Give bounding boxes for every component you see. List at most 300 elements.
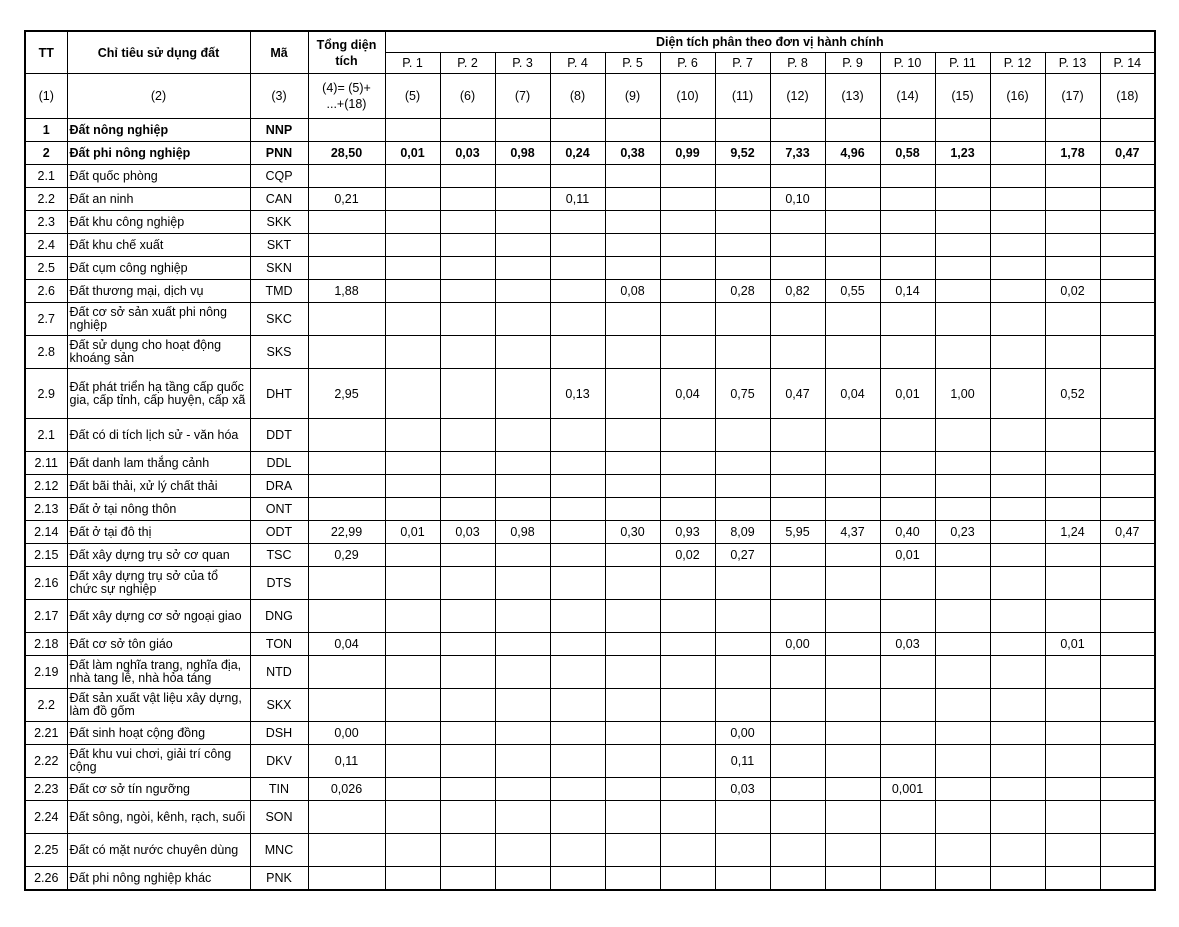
row-ward-value (385, 544, 440, 567)
row-ward-value (385, 303, 440, 336)
row-name: Đất xây dựng cơ sở ngoại giao (67, 600, 250, 633)
row-ward-value (935, 119, 990, 142)
row-total (308, 452, 385, 475)
row-ward-value (495, 234, 550, 257)
index-c3: (3) (250, 74, 308, 119)
row-name: Đất khu vui chơi, giải trí công cộng (67, 745, 250, 778)
row-ward-value (880, 419, 935, 452)
row-ward-value (385, 211, 440, 234)
row-ward-value (605, 567, 660, 600)
row-ma: DSH (250, 722, 308, 745)
row-ward-value (825, 165, 880, 188)
row-total (308, 656, 385, 689)
row-ward-value: 0,58 (880, 142, 935, 165)
table-row (25, 722, 1155, 745)
row-ward-value (550, 834, 605, 867)
row-ward-value (385, 257, 440, 280)
row-ward-value (440, 257, 495, 280)
row-ward-value (770, 656, 825, 689)
row-name: Đất cơ sở tín ngưỡng (67, 778, 250, 801)
row-ward-value (1100, 722, 1155, 745)
header-tt: TT (25, 31, 67, 74)
index-c1: (1) (25, 74, 67, 119)
row-ward-value (385, 165, 440, 188)
row-tt: 2.16 (25, 567, 67, 600)
row-ward-value (1100, 544, 1155, 567)
row-total: 1,88 (308, 280, 385, 303)
row-ward-value (715, 475, 770, 498)
row-ward-value (770, 119, 825, 142)
row-ward-value: 0,47 (1100, 142, 1155, 165)
row-name: Đất an ninh (67, 188, 250, 211)
row-ward-value (1045, 188, 1100, 211)
row-ward-value (550, 419, 605, 452)
row-ward-value: 0,24 (550, 142, 605, 165)
index-ward: (16) (990, 74, 1045, 119)
row-ward-value (825, 656, 880, 689)
row-ward-value: 0,99 (660, 142, 715, 165)
table-row (25, 419, 1155, 452)
row-ward-value (440, 165, 495, 188)
row-ward-value (1045, 211, 1100, 234)
row-ward-value (440, 303, 495, 336)
table-row (25, 165, 1155, 188)
row-ward-value: 1,24 (1045, 521, 1100, 544)
index-ward: (15) (935, 74, 990, 119)
row-ward-value (1045, 165, 1100, 188)
row-ward-value (495, 867, 550, 891)
row-tt: 2.6 (25, 280, 67, 303)
table-row (25, 452, 1155, 475)
row-ward-value: 0,75 (715, 369, 770, 419)
row-ward-value (660, 188, 715, 211)
row-ward-value (1100, 234, 1155, 257)
row-ward-value (715, 119, 770, 142)
row-ward-value (990, 369, 1045, 419)
row-name: Đất khu công nghiệp (67, 211, 250, 234)
row-ward-value: 9,52 (715, 142, 770, 165)
row-ward-value (440, 498, 495, 521)
row-ward-value (605, 369, 660, 419)
row-ward-value (1100, 689, 1155, 722)
row-ward-value (495, 336, 550, 369)
row-ward-value (935, 600, 990, 633)
row-ward-value (990, 119, 1045, 142)
row-ward-value (990, 834, 1045, 867)
row-name: Đất khu chế xuất (67, 234, 250, 257)
row-ward-value (385, 119, 440, 142)
row-ward-value (825, 257, 880, 280)
row-tt: 2.8 (25, 336, 67, 369)
row-ward-value (660, 475, 715, 498)
row-ward-value (550, 722, 605, 745)
header-tong-line2: tích (335, 53, 358, 68)
row-ward-value (495, 745, 550, 778)
row-ward-value (1100, 834, 1155, 867)
row-ward-value (385, 801, 440, 834)
table-body (25, 119, 1155, 891)
row-tt: 2.22 (25, 745, 67, 778)
index-ward: (17) (1045, 74, 1100, 119)
header-ward: P. 12 (990, 53, 1045, 74)
row-ward-value (660, 656, 715, 689)
row-ma: DDL (250, 452, 308, 475)
row-ward-value (770, 498, 825, 521)
row-tt: 2.2 (25, 689, 67, 722)
row-tt: 2.2 (25, 188, 67, 211)
row-ward-value (1045, 722, 1100, 745)
row-ward-value (880, 211, 935, 234)
row-ward-value (440, 801, 495, 834)
row-ward-value (825, 234, 880, 257)
row-ward-value (825, 834, 880, 867)
index-ward: (18) (1100, 74, 1155, 119)
row-tt: 1 (25, 119, 67, 142)
row-ward-value (935, 257, 990, 280)
row-ward-value (550, 119, 605, 142)
row-ward-value (880, 867, 935, 891)
row-ward-value (605, 801, 660, 834)
row-ward-value (825, 867, 880, 891)
row-ward-value (550, 521, 605, 544)
row-name: Đất xây dựng trụ sở của tổ chức sự nghiệp (67, 567, 250, 600)
row-ward-value (1100, 801, 1155, 834)
row-ma: SKC (250, 303, 308, 336)
row-ward-value: 4,96 (825, 142, 880, 165)
row-ward-value (770, 544, 825, 567)
row-ward-value: 0,01 (385, 521, 440, 544)
row-ward-value (1045, 567, 1100, 600)
row-total (308, 475, 385, 498)
row-ward-value (1100, 165, 1155, 188)
row-ward-value (770, 303, 825, 336)
row-total: 0,11 (308, 745, 385, 778)
row-ward-value (495, 834, 550, 867)
row-ward-value (385, 498, 440, 521)
row-ward-value (495, 211, 550, 234)
row-ward-value (1100, 280, 1155, 303)
row-ward-value (880, 257, 935, 280)
row-name: Đất phi nông nghiệp khác (67, 867, 250, 891)
row-ward-value (770, 834, 825, 867)
row-ward-value: 0,04 (660, 369, 715, 419)
row-ward-value (495, 498, 550, 521)
row-ward-value (715, 165, 770, 188)
row-ward-value (385, 188, 440, 211)
row-ward-value (990, 234, 1045, 257)
row-ward-value: 0,11 (715, 745, 770, 778)
row-ward-value (715, 452, 770, 475)
row-name: Đất cơ sở sản xuất phi nông nghiệp (67, 303, 250, 336)
row-ward-value (880, 567, 935, 600)
row-ward-value (660, 336, 715, 369)
row-ward-value (660, 119, 715, 142)
row-ward-value (1100, 567, 1155, 600)
row-ward-value (990, 689, 1045, 722)
header-row-index (25, 74, 1155, 119)
row-ward-value (550, 656, 605, 689)
row-tt: 2.25 (25, 834, 67, 867)
row-ma: DKV (250, 745, 308, 778)
row-ward-value (715, 498, 770, 521)
row-total (308, 689, 385, 722)
row-ward-value: 0,52 (1045, 369, 1100, 419)
row-ward-value (660, 722, 715, 745)
row-tt: 2.1 (25, 419, 67, 452)
row-ward-value (605, 419, 660, 452)
row-ward-value: 7,33 (770, 142, 825, 165)
row-ward-value (880, 801, 935, 834)
row-ward-value (1045, 801, 1100, 834)
row-name: Đất cụm công nghiệp (67, 257, 250, 280)
row-ma: ODT (250, 521, 308, 544)
row-ward-value (770, 234, 825, 257)
row-total (308, 600, 385, 633)
header-tong-dien-tich (308, 31, 385, 74)
row-ward-value (1100, 867, 1155, 891)
row-ward-value (660, 211, 715, 234)
row-ward-value (935, 475, 990, 498)
row-ward-value (660, 452, 715, 475)
row-ward-value (715, 801, 770, 834)
row-ma: SKS (250, 336, 308, 369)
table-row (25, 778, 1155, 801)
row-ma: MNC (250, 834, 308, 867)
row-ward-value (1100, 188, 1155, 211)
row-ward-value (550, 234, 605, 257)
row-ward-value (935, 188, 990, 211)
header-tong-line1: Tổng diện (316, 37, 377, 52)
row-ward-value: 0,27 (715, 544, 770, 567)
table-row (25, 567, 1155, 600)
row-ward-value (935, 778, 990, 801)
row-ward-value (1045, 745, 1100, 778)
row-ward-value: 0,47 (770, 369, 825, 419)
row-ward-value: 0,00 (770, 633, 825, 656)
table-row (25, 745, 1155, 778)
row-ward-value (495, 600, 550, 633)
row-ward-value (770, 778, 825, 801)
row-ward-value (990, 745, 1045, 778)
row-ward-value (1100, 211, 1155, 234)
row-ward-value: 0,98 (495, 521, 550, 544)
index-ward: (13) (825, 74, 880, 119)
row-ward-value (550, 633, 605, 656)
row-ward-value (1045, 336, 1100, 369)
row-tt: 2 (25, 142, 67, 165)
row-ward-value (825, 475, 880, 498)
row-ward-value (440, 745, 495, 778)
row-ward-value (935, 452, 990, 475)
row-ward-value (770, 600, 825, 633)
row-ward-value (495, 801, 550, 834)
row-name: Đất sử dụng cho hoạt động khoáng sản (67, 336, 250, 369)
row-ward-value (880, 498, 935, 521)
row-ward-value (825, 498, 880, 521)
row-ma: SKT (250, 234, 308, 257)
row-ward-value (770, 257, 825, 280)
row-ward-value (385, 722, 440, 745)
row-ward-value (550, 211, 605, 234)
row-ward-value (550, 165, 605, 188)
table-row (25, 689, 1155, 722)
row-ward-value (935, 303, 990, 336)
header-ward: P. 9 (825, 53, 880, 74)
row-ward-value (1100, 498, 1155, 521)
table-row (25, 544, 1155, 567)
table-row (25, 521, 1155, 544)
header-ward: P. 14 (1100, 53, 1155, 74)
row-ward-value: 0,03 (880, 633, 935, 656)
table-row (25, 475, 1155, 498)
row-ward-value (660, 778, 715, 801)
row-ward-value (385, 336, 440, 369)
row-ward-value (770, 722, 825, 745)
row-ward-value (825, 778, 880, 801)
row-ward-value (495, 656, 550, 689)
row-ward-value (495, 280, 550, 303)
row-ward-value (880, 303, 935, 336)
header-group: Diện tích phân theo đơn vị hành chính (385, 31, 1155, 53)
row-ward-value: 4,37 (825, 521, 880, 544)
row-total (308, 801, 385, 834)
row-ward-value (660, 234, 715, 257)
row-ward-value (715, 234, 770, 257)
row-ward-value (1045, 867, 1100, 891)
row-ward-value (990, 280, 1045, 303)
row-ward-value: 0,98 (495, 142, 550, 165)
row-tt: 2.12 (25, 475, 67, 498)
row-ward-value (660, 165, 715, 188)
row-tt: 2.13 (25, 498, 67, 521)
row-ward-value (880, 165, 935, 188)
row-ward-value (935, 165, 990, 188)
table-row (25, 188, 1155, 211)
row-ward-value: 0,03 (440, 142, 495, 165)
row-ward-value (385, 475, 440, 498)
row-ward-value (935, 544, 990, 567)
row-ward-value (825, 544, 880, 567)
row-ward-value (1045, 834, 1100, 867)
row-ward-value (605, 834, 660, 867)
row-ward-value (660, 834, 715, 867)
row-ward-value (935, 498, 990, 521)
row-ward-value: 0,04 (825, 369, 880, 419)
row-ward-value (715, 656, 770, 689)
row-ward-value (385, 834, 440, 867)
row-tt: 2.1 (25, 165, 67, 188)
row-ward-value (495, 188, 550, 211)
row-ward-value (495, 257, 550, 280)
row-ward-value (715, 600, 770, 633)
row-total (308, 567, 385, 600)
row-ward-value (715, 834, 770, 867)
index-ward: (11) (715, 74, 770, 119)
index-c4-line1: (4)= (5)+ (322, 81, 371, 95)
row-ward-value (550, 745, 605, 778)
row-ward-value: 0,02 (1045, 280, 1100, 303)
row-ward-value (990, 801, 1045, 834)
row-ward-value (660, 600, 715, 633)
row-ward-value: 0,03 (715, 778, 770, 801)
row-name: Đất sông, ngòi, kênh, rạch, suối (67, 801, 250, 834)
row-ward-value: 8,09 (715, 521, 770, 544)
row-ward-value (495, 119, 550, 142)
row-ward-value (495, 689, 550, 722)
row-ward-value (1045, 119, 1100, 142)
row-tt: 2.5 (25, 257, 67, 280)
row-ward-value (825, 689, 880, 722)
table-row (25, 656, 1155, 689)
row-ward-value (990, 211, 1045, 234)
row-ward-value: 0,02 (660, 544, 715, 567)
row-ward-value: 0,08 (605, 280, 660, 303)
row-ward-value (770, 689, 825, 722)
table-row (25, 369, 1155, 419)
row-ward-value (770, 745, 825, 778)
header-ward: P. 13 (1045, 53, 1100, 74)
row-ward-value: 0,01 (880, 369, 935, 419)
row-ward-value (550, 867, 605, 891)
row-ward-value (660, 498, 715, 521)
row-ward-value (660, 303, 715, 336)
row-ward-value (605, 544, 660, 567)
row-ward-value (770, 336, 825, 369)
row-total: 0,21 (308, 188, 385, 211)
row-ward-value (660, 633, 715, 656)
row-ward-value: 0,001 (880, 778, 935, 801)
row-tt: 2.21 (25, 722, 67, 745)
row-name: Đất quốc phòng (67, 165, 250, 188)
row-tt: 2.7 (25, 303, 67, 336)
row-ward-value (935, 801, 990, 834)
row-ward-value (550, 452, 605, 475)
row-ward-value (770, 419, 825, 452)
row-total (308, 303, 385, 336)
row-ward-value: 0,93 (660, 521, 715, 544)
row-ward-value: 1,78 (1045, 142, 1100, 165)
header-row-1 (25, 31, 1155, 53)
row-ward-value: 0,11 (550, 188, 605, 211)
row-ward-value (550, 600, 605, 633)
row-ward-value (550, 689, 605, 722)
table-row (25, 211, 1155, 234)
land-use-table-wrapper (24, 30, 1156, 891)
row-ward-value (550, 801, 605, 834)
row-ward-value (770, 567, 825, 600)
row-name: Đất làm nghĩa trang, nghĩa địa, nhà tang lễ, nhà hỏa táng (67, 656, 250, 689)
row-ward-value (495, 475, 550, 498)
row-ward-value (1045, 600, 1100, 633)
row-ward-value (770, 801, 825, 834)
row-ward-value (990, 722, 1045, 745)
row-ward-value (660, 867, 715, 891)
row-ward-value (605, 600, 660, 633)
row-name: Đất phi nông nghiệp (67, 142, 250, 165)
row-ward-value (495, 778, 550, 801)
row-ward-value: 0,14 (880, 280, 935, 303)
row-name: Đất danh lam thắng cảnh (67, 452, 250, 475)
row-ward-value (385, 633, 440, 656)
table-row (25, 801, 1155, 834)
row-ward-value (990, 656, 1045, 689)
row-ward-value (660, 689, 715, 722)
row-name: Đất sinh hoạt cộng đồng (67, 722, 250, 745)
row-ward-value (990, 257, 1045, 280)
row-tt: 2.19 (25, 656, 67, 689)
row-ward-value (825, 600, 880, 633)
row-total (308, 119, 385, 142)
